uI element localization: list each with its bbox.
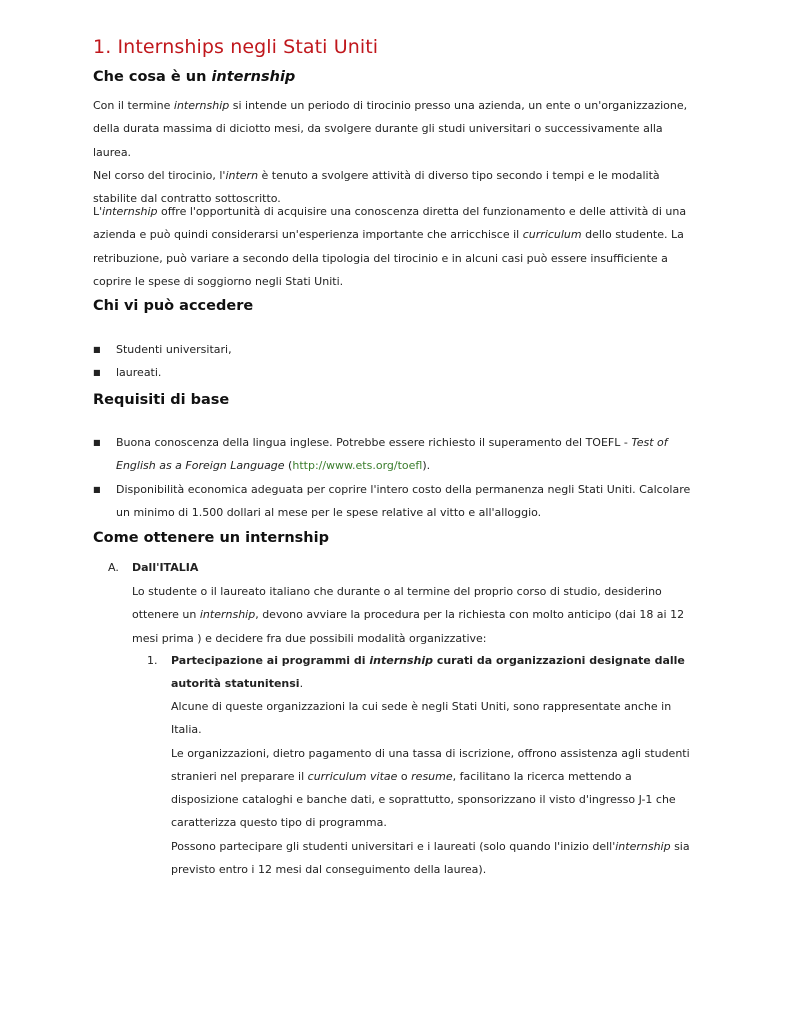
list-item: ■ Disponibilità economica adeguata per coprire l'intero costo della permanenza negli Stati Uniti. Calcolare un minimo di 1.500 dollari al mese per le spese relative al vitto e all'alloggio. xyxy=(93,478,703,525)
bullet-icon: ■ xyxy=(93,438,101,447)
bullet-icon: ■ xyxy=(93,345,101,354)
page-title: 1. Internships negli Stati Uniti xyxy=(93,36,379,58)
heading-text: Che cosa è un xyxy=(93,69,212,85)
paragraph-programmi: Alcune di queste organizzazioni la cui sede è negli Stati Uniti, sono rappresentate anche in Italia. Le organizzazioni, dietro pagamento di una tassa di iscrizione, offrono assistenza agli studenti stranieri nel preparare il curriculum vitae o resume, facilitano la ricerca mettendo a disposizione cataloghi e banche dati, e soprattutto, sponsorizzano il visto d'ingresso J-1 che caratterizza questo tipo di programma. Possono partecipare gli studenti universitari e i laureati (solo quando l'inizio dell'internship sia previsto entro i 12 mesi dal conseguimento della laurea). xyxy=(171,700,690,877)
list-item: ■ Buona conoscenza della lingua inglese. Potrebbe essere richiesto il superamento del TOEFL - Test of English as a Foreign Language (http://www.ets.org/toefl). xyxy=(93,431,703,478)
heading-italic: internship xyxy=(211,69,296,85)
list-label-1: 1. xyxy=(147,654,158,667)
toefl-link[interactable]: http://www.ets.org/toefl xyxy=(292,459,423,473)
list-label-a: A. xyxy=(108,561,119,574)
subsection-title-programmi: Partecipazione ai programmi di internship curati da organizzazioni designate dalle autorità statunitensi. xyxy=(171,654,685,691)
bullet-icon: ■ xyxy=(93,484,101,494)
list-eligible xyxy=(93,338,703,385)
paragraph-opportunity: L'internship offre l'opportunità di acquisire una conoscenza diretta del funzionamento e delle attività di una azienda e può quindi considerarsi un'esperienza importante che arricchisce il curriculum dello studente. La retribuzione, può variare a secondo della tipologia del tirocinio e in alcuni casi può essere insufficiente a coprire le spese di soggiorno negli Stati Uniti. xyxy=(93,205,687,288)
heading-che-cosa xyxy=(93,69,295,85)
list-requirements xyxy=(93,431,703,524)
heading-come-ottenere: Come ottenere un internship xyxy=(93,530,329,546)
bullet-icon: ■ xyxy=(93,368,101,378)
list-item: ■ laureati. xyxy=(93,361,703,384)
heading-requisiti: Requisiti di base xyxy=(93,392,230,408)
list-item: ■ Studenti universitari, xyxy=(93,338,703,361)
heading-chi-accede: Chi vi può accedere xyxy=(93,298,254,314)
subsection-title-italia: Dall'ITALIA xyxy=(132,561,199,574)
paragraph-definition: Con il termine internship si intende un periodo di tirocinio presso una azienda, un ente o un'organizzazione, della durata massima di diciotto mesi, da svolgere durante gli studi universitari o successivamente alla laurea. Nel corso del tirocinio, l'intern è tenuto a svolgere attività di diverso tipo secondo i tempi e le modalità stabilite dal contratto sottoscritto. xyxy=(93,99,688,206)
paragraph-italia: Lo studente o il laureato italiano che durante o al termine del proprio corso di studio, desiderino ottenere un internship, devono avviare la procedura per la richiesta con molto anticipo (dai 18 ai 12 mesi prima ) e decidere fra due possibili modalità organizzative: xyxy=(132,585,685,645)
